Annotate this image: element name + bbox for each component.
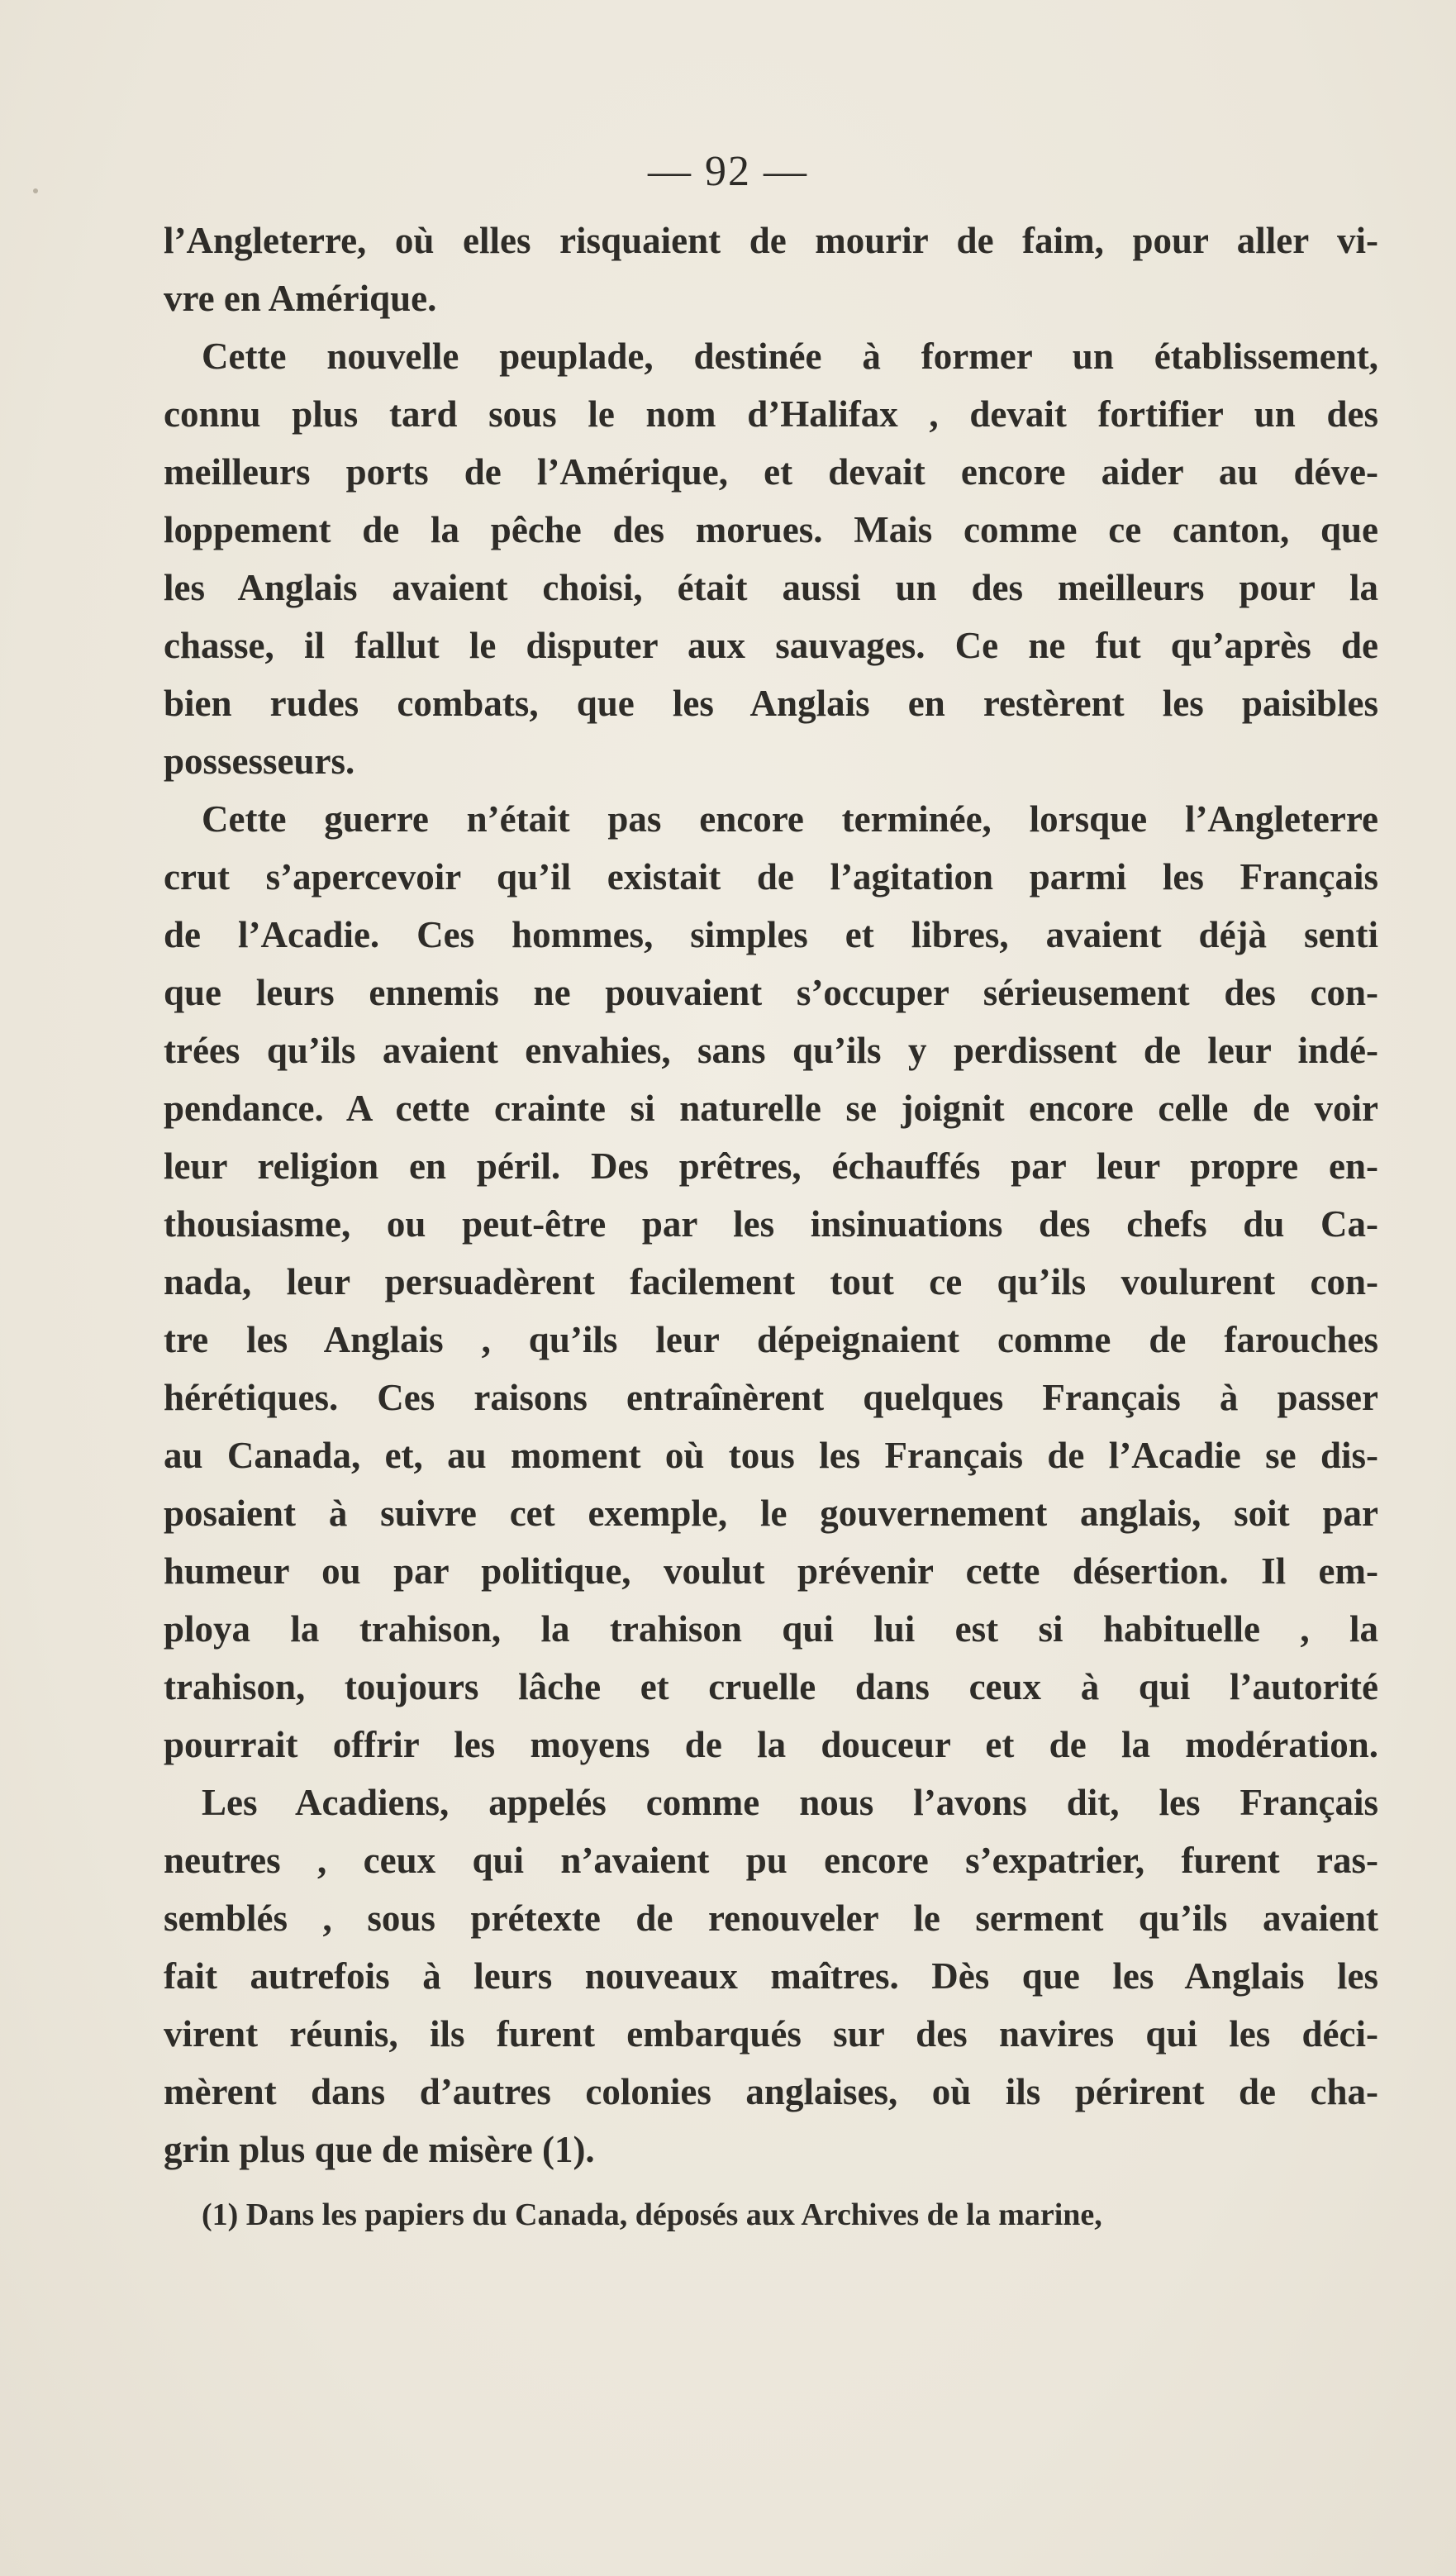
paragraph-start-line: Les Acadiens, appelés comme nous l’avons dit, les Français: [202, 1782, 1378, 1823]
text-line: au Canada, et, au moment où tous les Français de l’Acadie se dis-: [164, 1435, 1378, 1476]
text-line: pourrait offrir les moyens de la douceur et de la modération.: [164, 1724, 1378, 1765]
footnote: (1) Dans les papiers du Canada, déposés aux Archives de la marine,: [202, 2197, 1102, 2232]
text-line: fait autrefois à leurs nouveaux maîtres. Dès que les Anglais les: [164, 1955, 1378, 1997]
text-line: semblés , sous prétexte de renouveler le serment qu’ils avaient: [164, 1897, 1378, 1939]
text-line: que leurs ennemis ne pouvaient s’occuper sérieusement des con-: [164, 972, 1378, 1013]
text-line: trahison, toujours lâche et cruelle dans ceux à qui l’autorité: [164, 1666, 1378, 1707]
text-line: pendance. A cette crainte si naturelle se joignit encore celle de voir: [164, 1088, 1378, 1129]
paragraph-start-line: Cette guerre n’était pas encore terminée, lorsque l’Angleterre: [202, 798, 1378, 840]
text-line: virent réunis, ils furent embarqués sur des navires qui les déci-: [164, 2013, 1378, 2055]
text-line: les Anglais avaient choisi, était aussi un des meilleurs pour la: [164, 567, 1378, 608]
text-line: tre les Anglais , qu’ils leur dépeignaient comme de farouches: [164, 1319, 1378, 1360]
text-line: crut s’apercevoir qu’il existait de l’agitation parmi les Français: [164, 856, 1378, 898]
text-line: nada, leur persuadèrent facilement tout ce qu’ils voulurent con-: [164, 1261, 1378, 1302]
text-line: meilleurs ports de l’Amérique, et devait encore aider au déve-: [164, 451, 1378, 493]
paragraph-start-line: Cette nouvelle peuplade, destinée à former un établissement,: [202, 336, 1378, 377]
text-line: loppement de la pêche des morues. Mais comme ce canton, que: [164, 509, 1378, 550]
text-line: possesseurs.: [164, 740, 355, 782]
text-line: posaient à suivre cet exemple, le gouvernement anglais, soit par: [164, 1493, 1378, 1534]
text-line: neutres , ceux qui n’avaient pu encore s’expatrier, furent ras-: [164, 1840, 1378, 1881]
text-line: thousiasme, ou peut-être par les insinuations des chefs du Ca-: [164, 1203, 1378, 1245]
text-line: chasse, il fallut le disputer aux sauvages. Ce ne fut qu’après de: [164, 625, 1378, 666]
text-line: leur religion en péril. Des prêtres, échauffés par leur propre en-: [164, 1145, 1378, 1187]
text-line: ploya la trahison, la trahison qui lui est si habituelle , la: [164, 1608, 1378, 1650]
text-line: grin plus que de misère (1).: [164, 2129, 595, 2170]
text-line: mèrent dans d’autres colonies anglaises, où ils périrent de cha-: [164, 2071, 1378, 2112]
text-line: bien rudes combats, que les Anglais en restèrent les paisibles: [164, 683, 1378, 724]
text-line: humeur ou par politique, voulut prévenir cette désertion. Il em-: [164, 1550, 1378, 1592]
text-line: de l’Acadie. Ces hommes, simples et libres, avaient déjà senti: [164, 914, 1378, 955]
text-line: trées qu’ils avaient envahies, sans qu’ils y perdissent de leur indé-: [164, 1030, 1378, 1071]
text-line: connu plus tard sous le nom d’Halifax , devait fortifier un des: [164, 393, 1378, 435]
text-line: l’Angleterre, où elles risquaient de mourir de faim, pour aller vi-: [164, 220, 1378, 261]
text-line: vre en Amérique.: [164, 278, 437, 319]
page-number: — 92 —: [648, 148, 808, 195]
text-line: hérétiques. Ces raisons entraînèrent quelques Français à passer: [164, 1377, 1378, 1418]
